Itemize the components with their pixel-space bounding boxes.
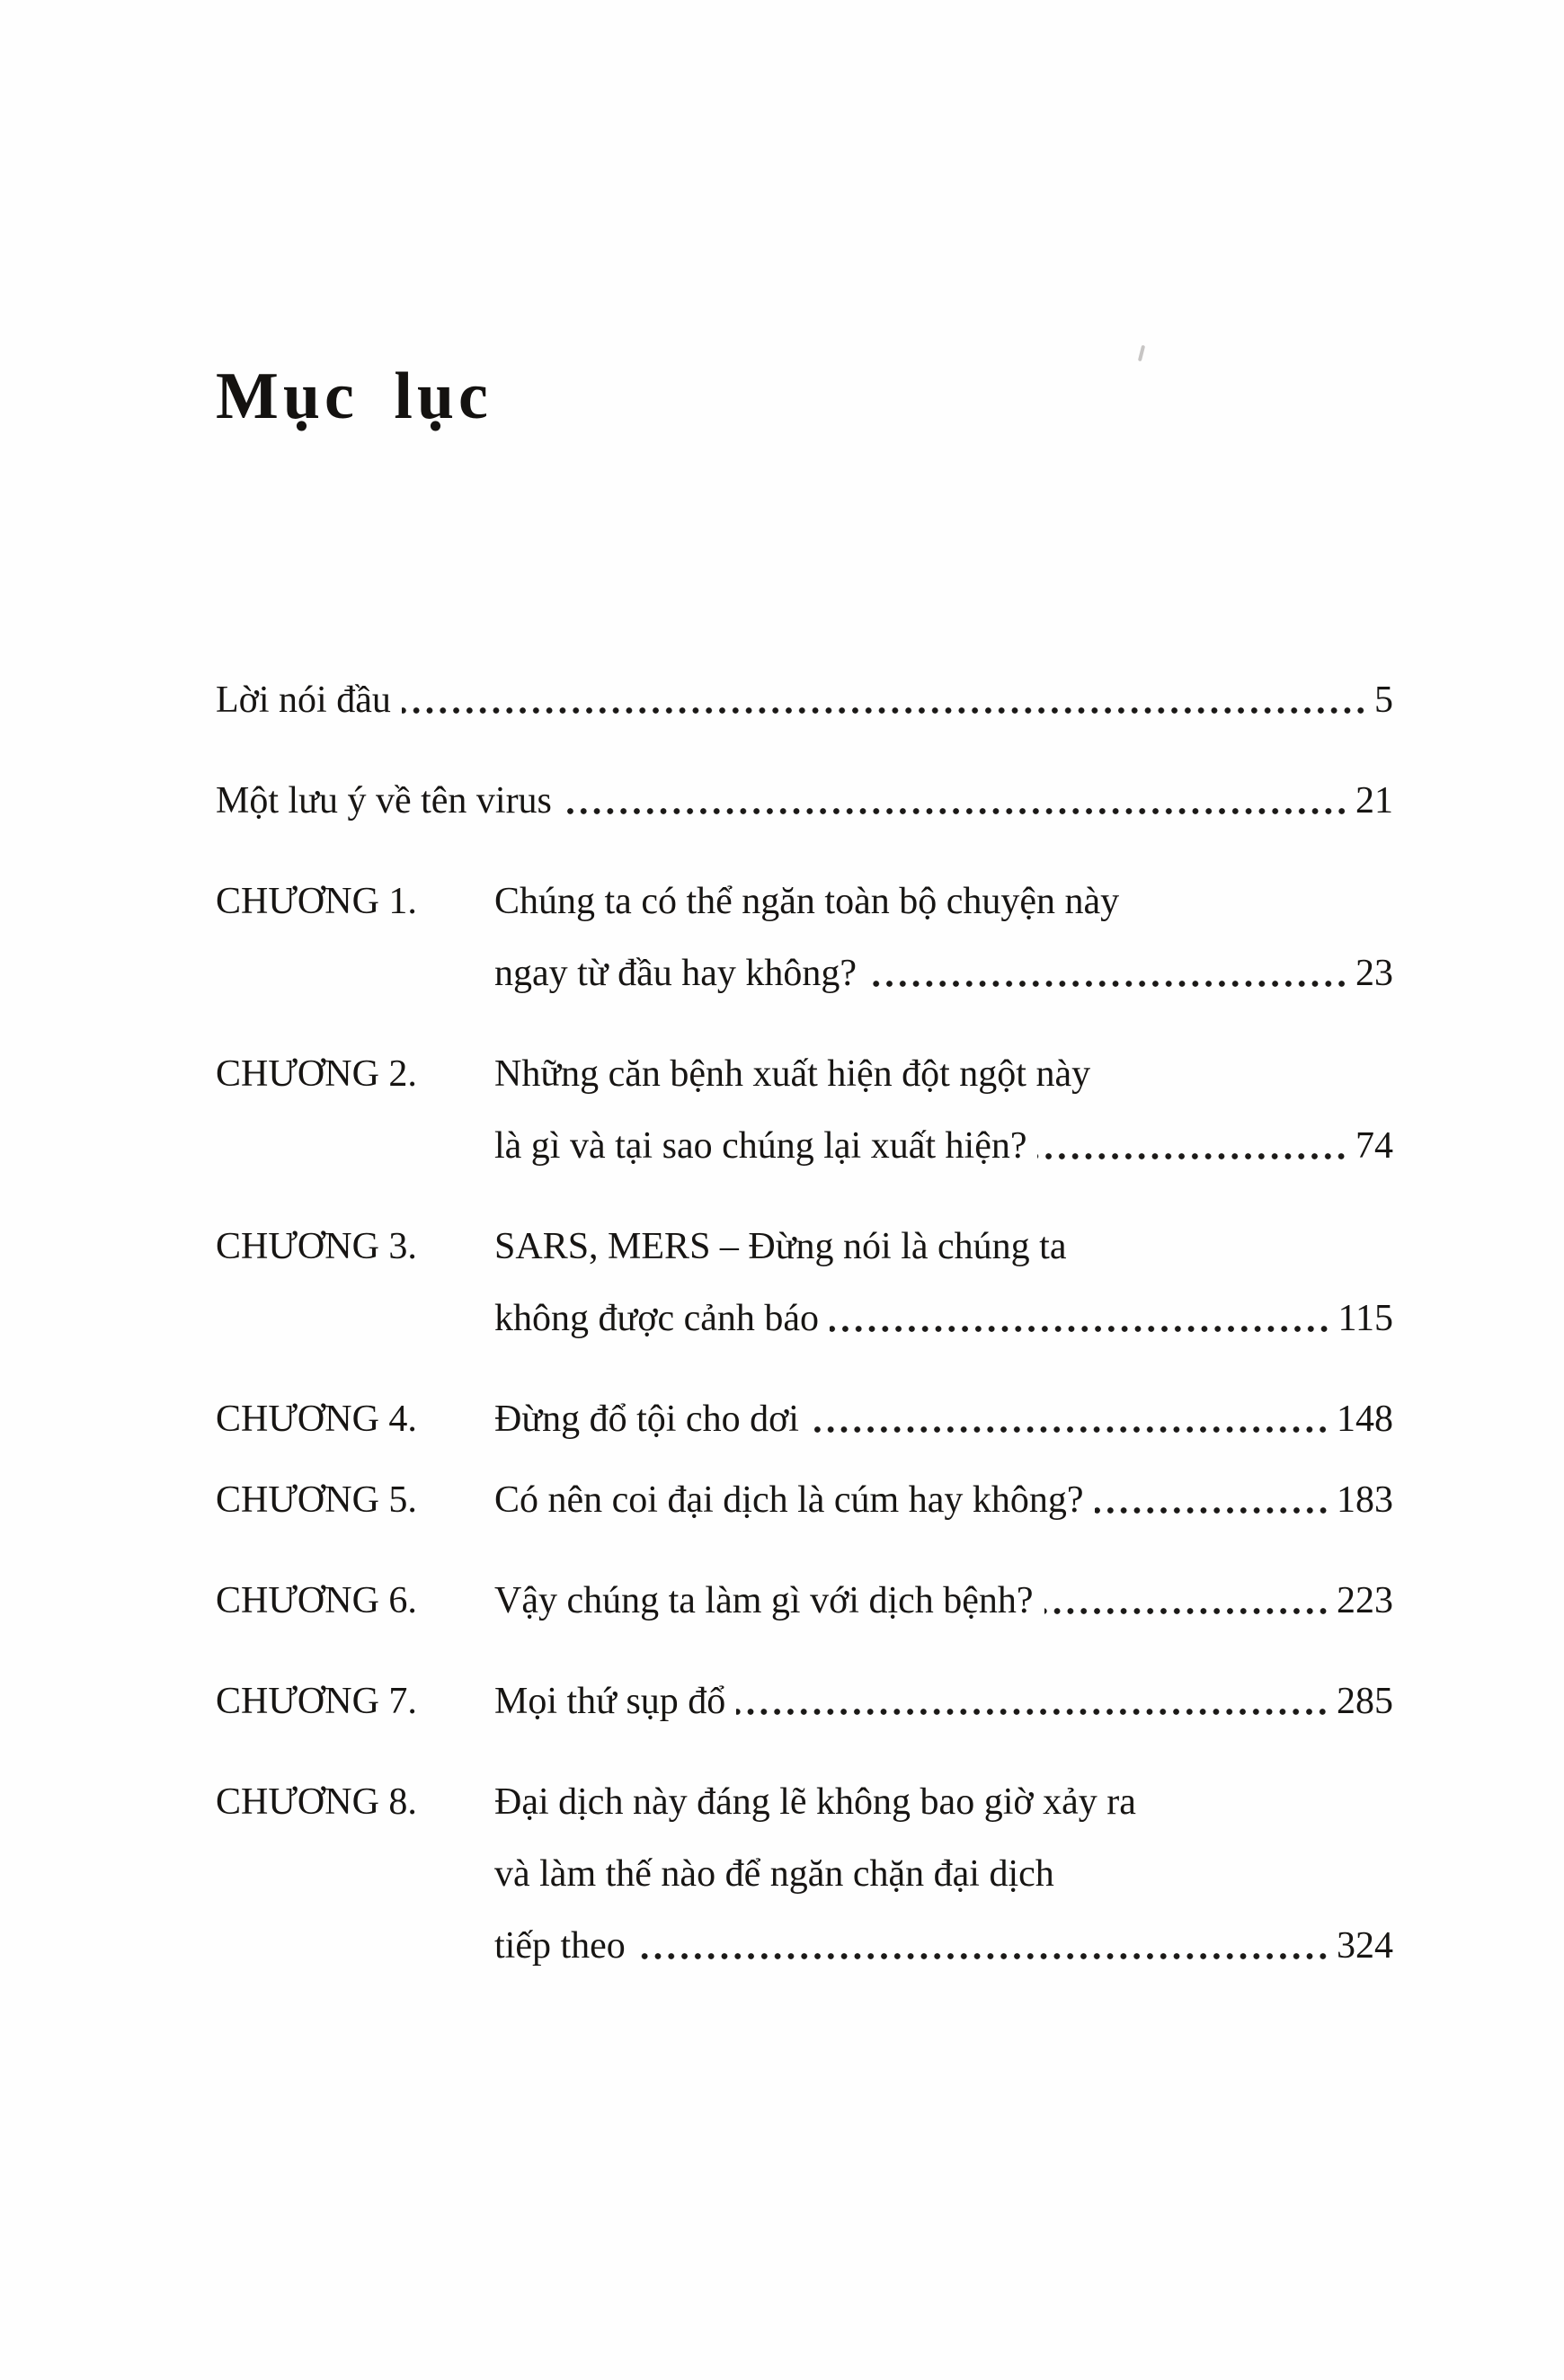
page-number: 223 xyxy=(1337,1580,1393,1621)
dot-leader xyxy=(819,1283,1338,1354)
toc-entry xyxy=(216,1211,1393,1354)
page-number: 23 xyxy=(1355,953,1393,994)
dot-leader xyxy=(626,1910,1337,1982)
page-number: 285 xyxy=(1337,1681,1393,1722)
entry-title-line: Lời nói đầu xyxy=(216,679,391,721)
entry-title-line: Mọi thứ sụp đổ xyxy=(494,1681,726,1722)
entry-title-line: Đừng đổ tội cho dơi xyxy=(494,1399,799,1440)
chapter-label: CHƯƠNG 1. xyxy=(216,881,417,922)
toc-entry xyxy=(216,1766,1393,1982)
dot-leader xyxy=(857,937,1355,1009)
chapter-label: CHƯƠNG 6. xyxy=(216,1580,417,1621)
chapter-label: CHƯƠNG 4. xyxy=(216,1399,417,1440)
toc-entry xyxy=(216,765,1393,837)
page-number: 148 xyxy=(1337,1399,1393,1440)
chapter-label: CHƯƠNG 3. xyxy=(216,1226,417,1267)
chapter-label: CHƯƠNG 7. xyxy=(216,1681,417,1722)
toc-entry xyxy=(216,1383,1393,1455)
dot-leader xyxy=(1034,1565,1337,1637)
dot-leader xyxy=(552,765,1355,837)
dot-leader xyxy=(799,1383,1337,1455)
page-number: 74 xyxy=(1355,1125,1393,1167)
dot-leader xyxy=(725,1665,1337,1737)
page-number: 21 xyxy=(1355,780,1393,821)
page-title: Mục lục xyxy=(216,360,493,433)
dot-leader xyxy=(1084,1464,1337,1536)
toc-entry xyxy=(216,1565,1393,1637)
entry-title-line: Chúng ta có thể ngăn toàn bộ chuyện này xyxy=(494,881,1120,922)
chapter-label: CHƯƠNG 2. xyxy=(216,1053,417,1095)
entry-title-line: Có nên coi đại dịch là cúm hay không? xyxy=(494,1479,1084,1521)
entry-title-line: Những căn bệnh xuất hiện đột ngột này xyxy=(494,1053,1091,1095)
entry-title-line: ngay từ đầu hay không? xyxy=(494,953,857,994)
page-number: 324 xyxy=(1337,1925,1393,1967)
toc-entry xyxy=(216,1665,1393,1737)
entry-title-line: SARS, MERS – Đừng nói là chúng ta xyxy=(494,1226,1067,1267)
chapter-label: CHƯƠNG 8. xyxy=(216,1781,417,1823)
entry-title-line: không được cảnh báo xyxy=(494,1298,820,1339)
page-number: 115 xyxy=(1337,1298,1393,1339)
entry-title-line: tiếp theo xyxy=(494,1925,626,1967)
toc-entry xyxy=(216,664,1393,736)
page-number: 183 xyxy=(1337,1479,1393,1521)
entry-title-line: là gì và tại sao chúng lại xuất hiện? xyxy=(494,1125,1027,1167)
entry-title-line: và làm thế nào để ngăn chặn đại dịch xyxy=(494,1853,1054,1895)
toc-entry xyxy=(216,1464,1393,1536)
entry-title-line: Vậy chúng ta làm gì với dịch bệnh? xyxy=(494,1580,1034,1621)
toc-content xyxy=(216,358,1393,2011)
entry-title-line: Một lưu ý về tên virus xyxy=(216,780,552,821)
page-number: 5 xyxy=(1374,679,1393,721)
dot-leader xyxy=(391,664,1374,736)
entry-title-line: Đại dịch này đáng lẽ không bao giờ xảy ra xyxy=(494,1781,1136,1823)
dot-leader xyxy=(1026,1110,1355,1182)
chapter-label: CHƯƠNG 5. xyxy=(216,1479,417,1521)
toc-entry xyxy=(216,866,1393,1009)
toc-entry xyxy=(216,1038,1393,1182)
